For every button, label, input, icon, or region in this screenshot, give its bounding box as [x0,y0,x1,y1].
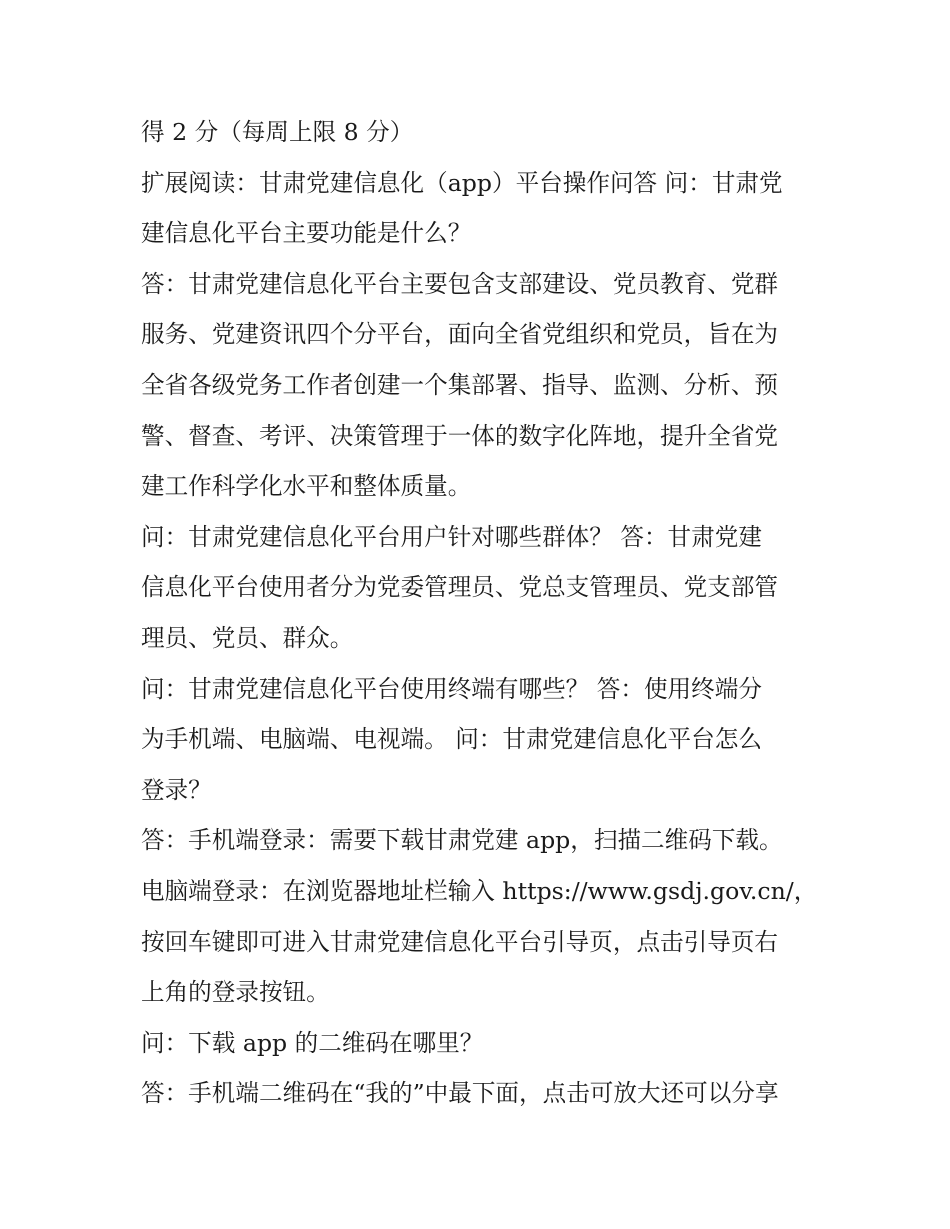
text-line: 全省各级党务工作者创建一个集部署、指导、监测、分析、预 [141,370,779,399]
text-line: 按回车键即可进入甘肃党建信息化平台引导页，点击引导页右 [141,927,779,956]
text-line: 问：甘肃党建信息化平台用户针对哪些群体？ 答：甘肃党建 [141,522,762,551]
text-line: 为手机端、电脑端、电视端。 问：甘肃党建信息化平台怎么 [141,725,762,754]
text-line: 得 2 分（每周上限 8 分） [141,118,414,146]
text-line: 扩展阅读：甘肃党建信息化（app）平台操作问答 问：甘肃党 [141,168,783,197]
text-line: 服务、党建资讯四个分平台，面向全省党组织和党员，旨在为 [141,320,779,349]
text-line: 电脑端登录：在浏览器地址栏输入 https://www.gsdj.gov.cn/， [141,876,818,905]
text-line: 登录？ [141,775,212,804]
text-line: 建信息化平台主要功能是什么？ [141,219,472,248]
text-line: 上角的登录按钮。 [141,978,330,1007]
text-line: 答：甘肃党建信息化平台主要包含支部建设、党员教育、党群 [141,269,779,298]
document-body [141,107,818,1119]
text-line: 建工作科学化水平和整体质量。 [141,472,472,501]
text-line: 问：甘肃党建信息化平台使用终端有哪些？ 答：使用终端分 [141,674,762,703]
text-line: 理员、党员、群众。 [141,623,354,652]
text-line: 信息化平台使用者分为党委管理员、党总支管理员、党支部管 [141,573,779,602]
text-line: 答：手机端登录：需要下载甘肃党建 app，扫描二维码下载。 [141,826,783,855]
text-line: 警、督查、考评、决策管理于一体的数字化阵地，提升全省党 [141,421,779,450]
text-line: 答：手机端二维码在“我的”中最下面，点击可放大还可以分享 [141,1079,779,1108]
text-line: 问：下载 app 的二维码在哪里？ [141,1028,484,1057]
